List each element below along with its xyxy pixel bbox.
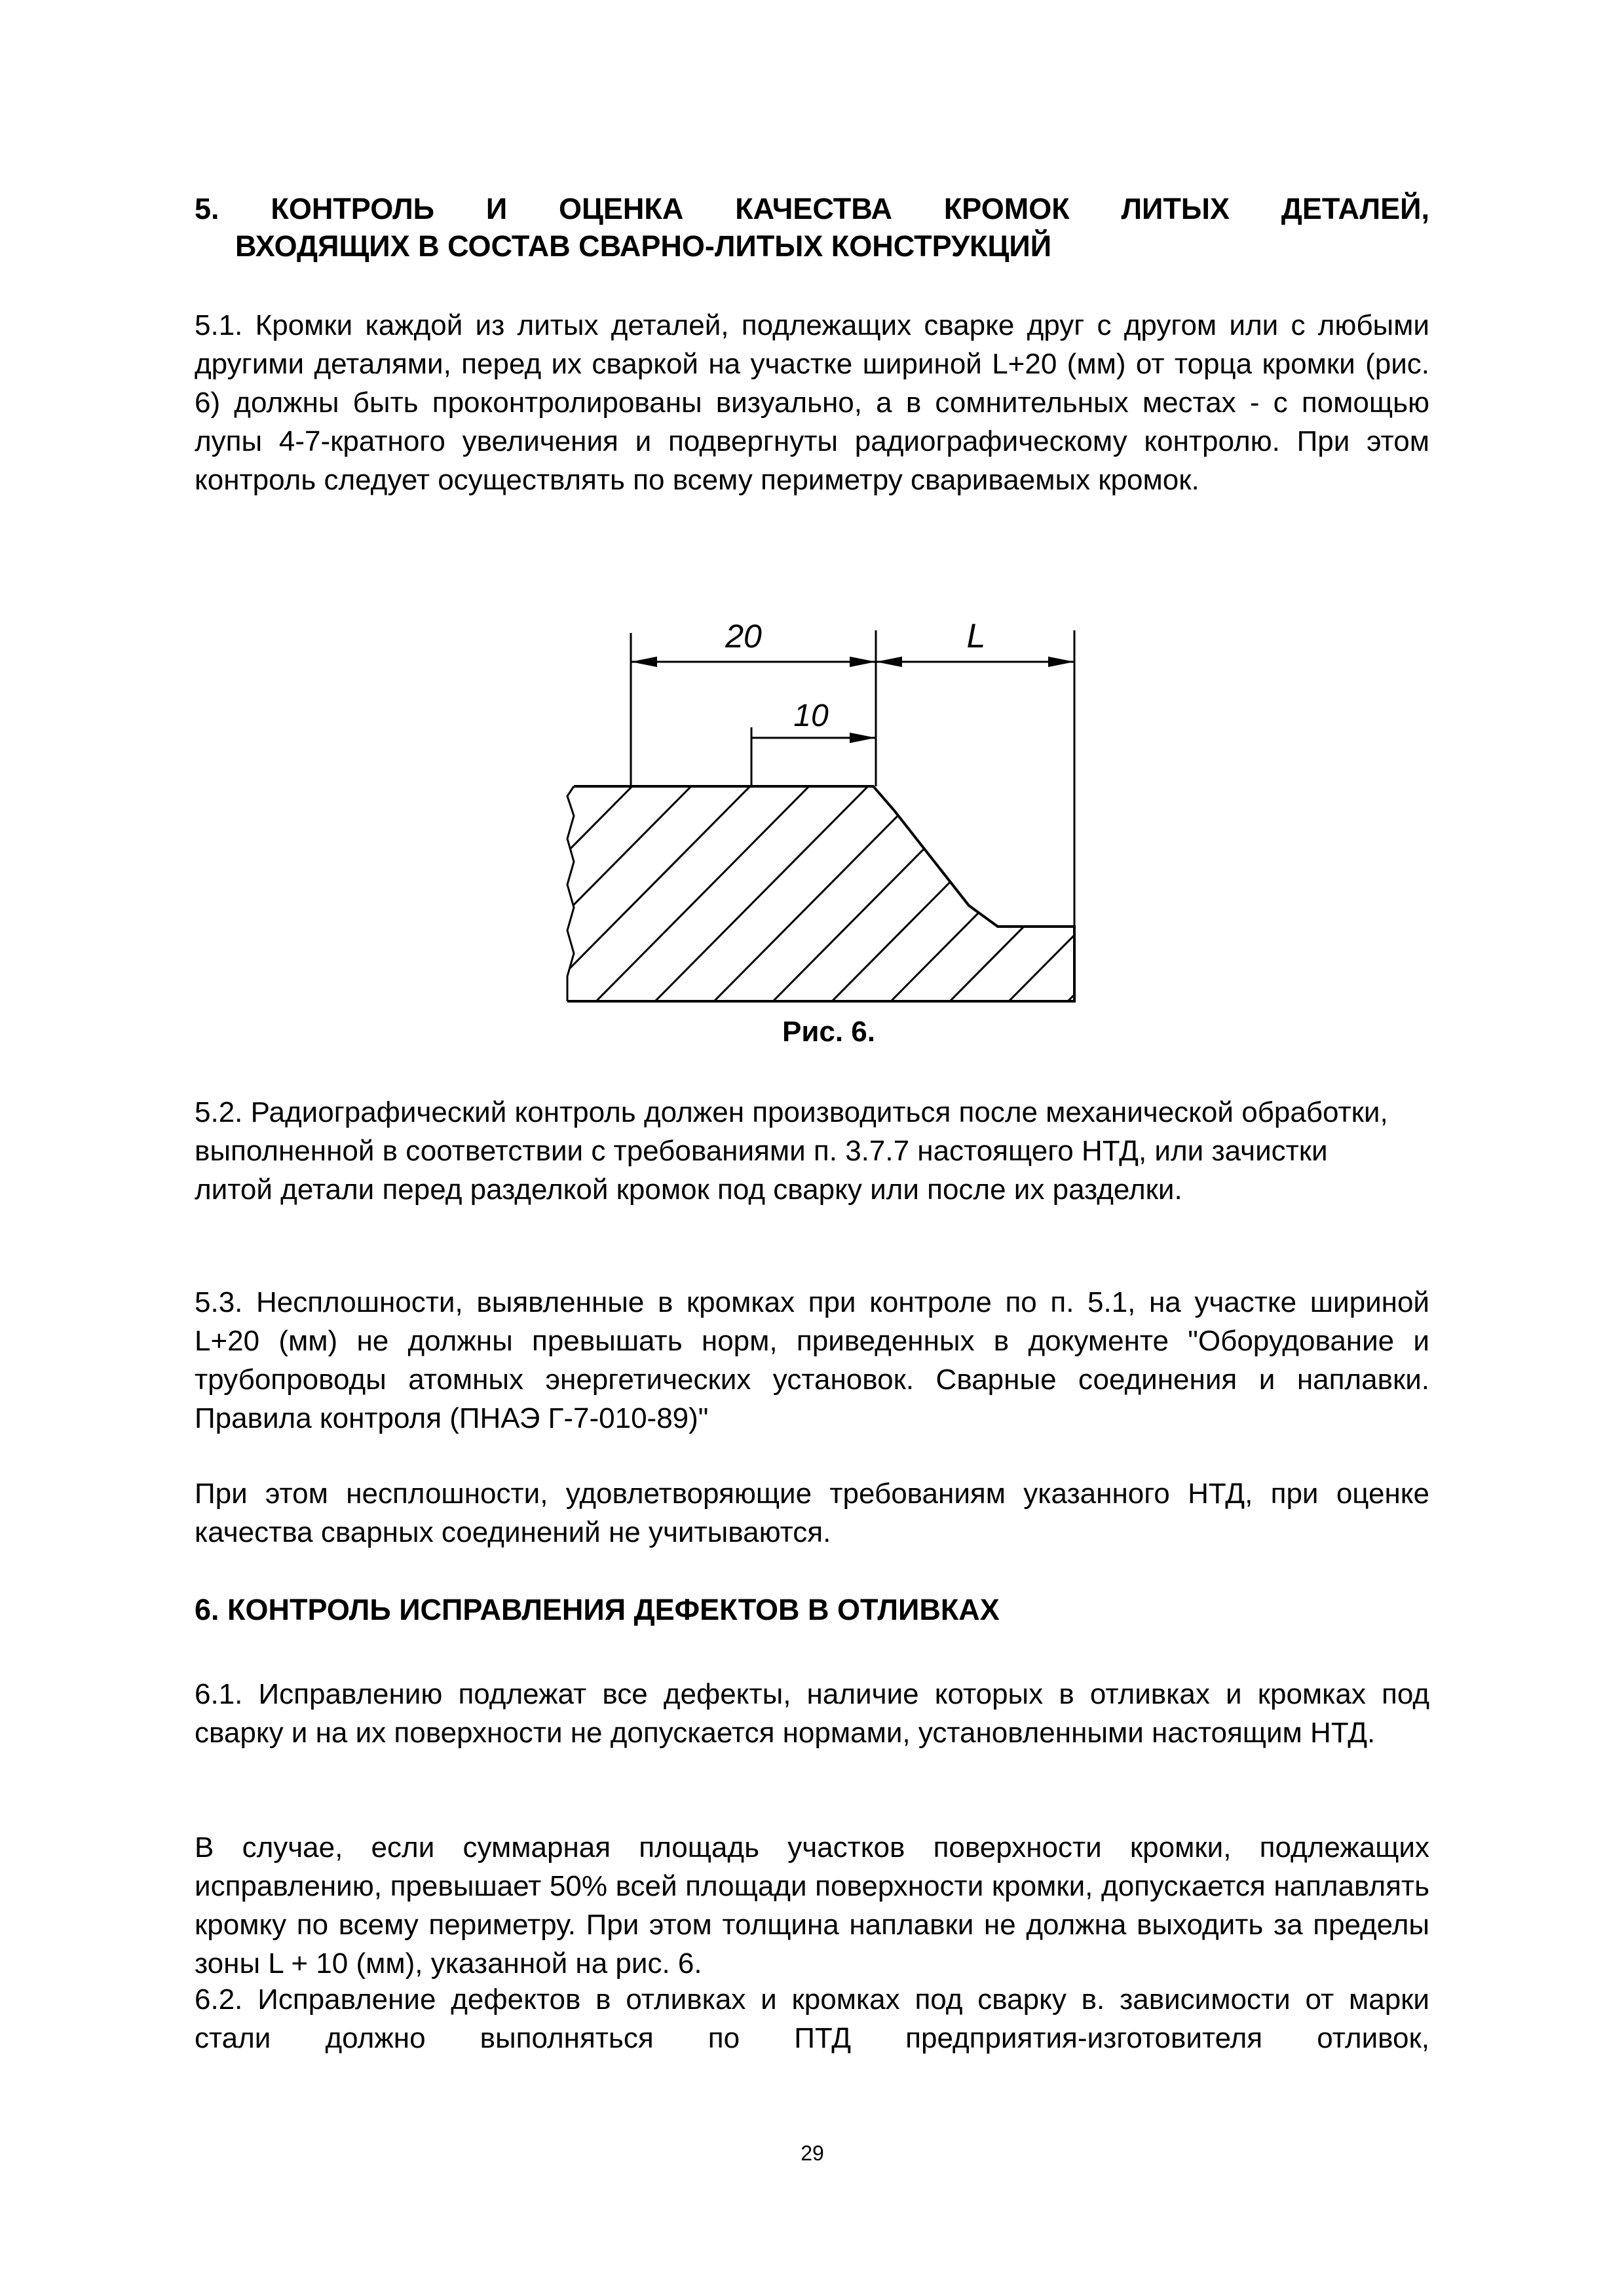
section5-heading (195, 190, 1429, 265)
paragraph-5-2: 5.2. Радиографический контроль должен производиться после механической обработки, выполненной в соответствии с требованиями п. 3.7.7 настоящего НТД, или зачистки литой детали перед разделкой кромок под сварку или после их разделки. (195, 1096, 1388, 1206)
section5-heading-line1: 5. КОНТРОЛЬ И ОЦЕНКА КАЧЕСТВА КРОМОК ЛИТЫХ ДЕТАЛЕЙ, (195, 192, 1429, 225)
figure-6-drawing (550, 616, 1087, 1009)
figure-arrowheads (631, 657, 1074, 743)
figure-dim-L: L (966, 617, 986, 655)
paragraph-5-3: 5.3. Несплошности, выявленные в кромках при контроле по п. 5.1, на участке шириной L+20 (мм) не должны превышать норм, приведенных в документе "Оборудование и трубопроводы атомных энергетических установок. Сварные соединения и наплавки. Правила контроля (ПНАЭ Г-7-010-89)" (195, 1286, 1429, 1434)
page-number: 29 (801, 2141, 824, 2165)
figure-hatching (550, 786, 1087, 1001)
section5-heading-line2: ВХОДЯЩИХ В СОСТАВ СВАРНО-ЛИТЫХ КОНСТРУКЦИЙ (235, 229, 1052, 263)
figure-dim-20: 20 (725, 618, 762, 655)
figure-extension-lines (631, 630, 1074, 927)
figure-dim-10: 10 (793, 698, 829, 733)
paragraph-5-1: 5.1. Кромки каждой из литых деталей, подлежащих сварке друг с другом или с любыми другими деталями, перед их сваркой на участке шириной L+20 (мм) от торца кромки (рис. 6) должны быть проконтролированы визуально, а в сомнительных местах - с помощью лупы 4-7-кратного увеличения и подвергнуты радиографическому контролю. При этом контроль следует осуществлять по всему периметру свариваемых кромок. (195, 309, 1429, 496)
paragraph-6-1-note: В случае, если суммарная площадь участков поверхности кромки, подлежащих исправлению, превышает 50% всей площади поверхности кромки, допускается наплавлять кромку по всему периметру. При этом толщина наплавки не должна выходить за пределы зоны L + 10 (мм), указанной на рис. 6. (195, 1831, 1429, 1980)
paragraph-6-1: 6.1. Исправлению подлежат все дефекты, наличие которых в отливках и кромках под сварку и на их поверхности не допускается нормами, установленными настоящим НТД. (195, 1678, 1429, 1749)
paragraph-6-2: 6.2. Исправление дефектов в отливках и кромках под сварку в. зависимости от марки стали должно выполняться по ПТД предприятия-изготовителя отливок, (195, 1983, 1429, 2054)
paragraph-5-3-note: При этом несплошности, удовлетворяющие требованиям указанного НТД, при оценке качества сварных соединений не учитываются. (195, 1478, 1429, 1548)
figure-dimension-lines (631, 662, 1074, 738)
section6-heading: 6. КОНТРОЛЬ ИСПРАВЛЕНИЯ ДЕФЕКТОВ В ОТЛИВКАХ (195, 1593, 1000, 1626)
figure-6-caption: Рис. 6. (782, 1016, 875, 1048)
